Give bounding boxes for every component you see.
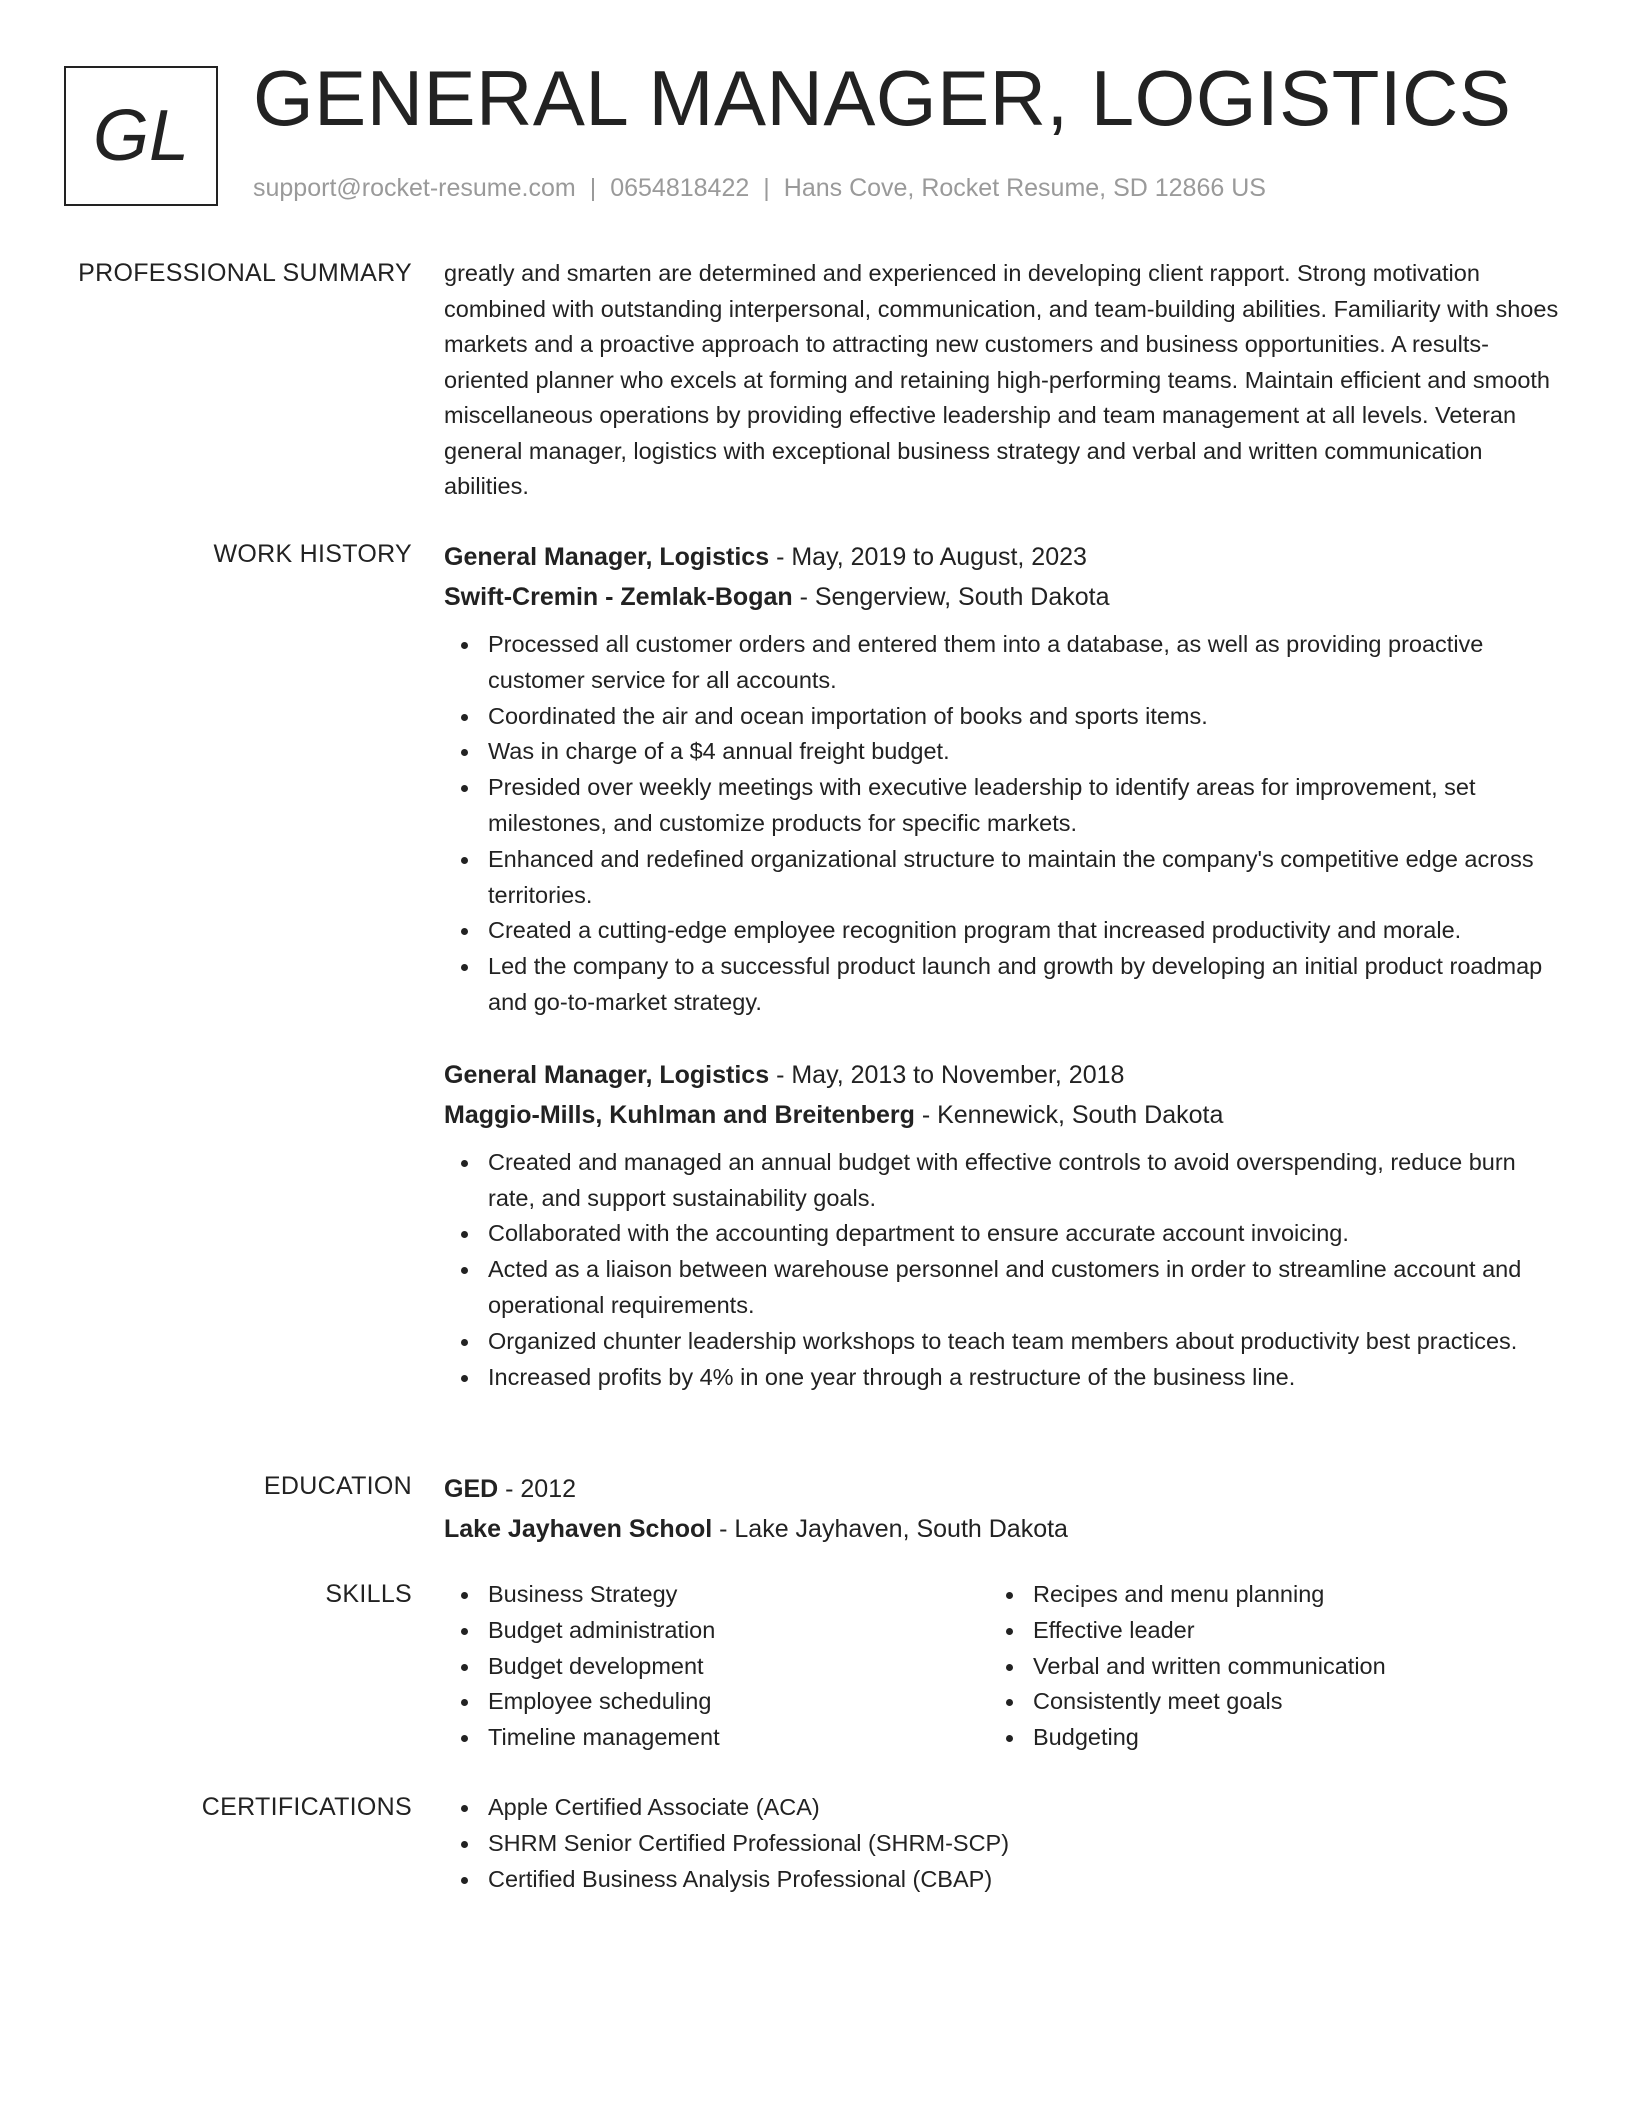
job-bullet: Was in charge of a $4 annual freight budget. [488,734,1560,770]
skill-item: Verbal and written communication [1033,1649,1534,1685]
job-bullet: Organized chunter leadership workshops to teach team members about productivity best practices. [488,1324,1560,1360]
certification-item: Apple Certified Associate (ACA) [488,1790,1560,1826]
education-degree: GED [444,1475,499,1503]
contact-email: support@rocket-resume.com [253,174,576,202]
job-bullet: Created and managed an annual budget with effective controls to avoid overspending, reduce burn rate, and support sustainability goals. [488,1145,1560,1217]
job-entry [444,537,1560,1021]
education-year: - 2012 [498,1475,577,1503]
contact-phone: 0654818422 [610,174,750,202]
skill-item: Consistently meet goals [1033,1684,1534,1720]
skills-list [989,1577,1534,1756]
skill-item: Business Strategy [488,1577,989,1613]
skills-column-left [444,1577,989,1756]
summary-text: greatly and smarten are determined and experienced in developing client rapport. Strong motivation combined with outstanding interpersonal, communication, and team-building abilities. Familiarity with shoes markets and a proactive approach to attracting new customers and business opportunities. A results-oriented planner who excels at forming and retaining high-performing teams. Maintain efficient and smooth miscellaneous operations by providing effective leadership and team management at all levels. Veteran general manager, logistics with exceptional business strategy and verbal and written communication abilities. [444,260,1559,499]
job-company: Maggio-Mills, Kuhlman and Breitenberg [444,1100,915,1129]
certifications-heading: CERTIFICATIONS [201,1793,412,1821]
education-school: Lake Jayhaven School [444,1515,713,1543]
skill-item: Budgeting [1033,1720,1534,1756]
skills-column-right [989,1577,1534,1756]
education-location: - Lake Jayhaven, South Dakota [712,1515,1068,1543]
job-bullet: Collaborated with the accounting department to ensure accurate account invoicing. [488,1216,1560,1252]
job-bullets [444,627,1560,1021]
certifications-list [444,1790,1560,1897]
job-title-line [444,537,1560,577]
contact-separator: | [763,174,770,202]
job-company-line [444,1095,1560,1135]
skills-list [444,1577,989,1756]
skills-grid [444,1577,1560,1756]
contact-line [253,174,1266,203]
job-dates: - May, 2013 to November, 2018 [769,1060,1125,1089]
contact-address: Hans Cove, Rocket Resume, SD 12866 US [783,174,1266,202]
education-degree-line [444,1469,1560,1509]
skills-heading: SKILLS [325,1580,412,1608]
job-bullet: Enhanced and redefined organizational structure to maintain the company's competitive edge across territories. [488,842,1560,914]
skill-item: Effective leader [1033,1613,1534,1649]
monogram-box [64,66,218,206]
contact-separator: | [589,174,597,202]
job-title: General Manager, Logistics [444,1060,770,1089]
job-dates: - May, 2019 to August, 2023 [769,543,1087,571]
skill-item: Budget administration [488,1613,989,1649]
job-bullet: Created a cutting-edge employee recognition program that increased productivity and morale. [488,913,1560,949]
skill-item: Timeline management [488,1720,989,1756]
skill-item: Budget development [488,1649,989,1685]
job-location: - Kennewick, South Dakota [914,1100,1224,1129]
job-bullets [444,1145,1560,1396]
certification-item: SHRM Senior Certified Professional (SHRM-SCP) [488,1826,1560,1862]
summary-heading: PROFESSIONAL SUMMARY [78,259,412,287]
job-title: General Manager, Logistics [444,543,770,571]
job-bullet: Acted as a liaison between warehouse personnel and customers in order to streamline account and operational requirements. [488,1252,1560,1324]
job-bullet: Coordinated the air and ocean importation of books and sports items. [488,699,1560,735]
education-school-line [444,1509,1560,1549]
job-title-line [444,1055,1560,1095]
job-location: - Sengerview, South Dakota [792,583,1110,611]
skill-item: Employee scheduling [488,1684,989,1720]
job-bullet: Led the company to a successful product launch and growth by developing an initial product roadmap and go-to-market strategy. [488,949,1560,1021]
resume-name: GENERAL MANAGER, LOGISTICS [253,54,1512,142]
certification-item: Certified Business Analysis Professional (CBAP) [488,1862,1560,1898]
job-bullet: Increased profits by 4% in one year through a restructure of the business line. [488,1360,1560,1396]
monogram-initials: GL [92,96,190,176]
job-company: Swift-Cremin - Zemlak-Bogan [444,583,793,611]
job-bullet: Processed all customer orders and entered them into a database, as well as providing proactive customer service for all accounts. [488,627,1560,699]
job-bullet: Presided over weekly meetings with executive leadership to identify areas for improvement, set milestones, and customize products for specific markets. [488,770,1560,842]
job-company-line [444,577,1560,617]
skill-item: Recipes and menu planning [1033,1577,1534,1613]
work-history-heading: WORK HISTORY [213,540,412,568]
job-entry [444,1055,1560,1396]
education-heading: EDUCATION [263,1472,412,1500]
